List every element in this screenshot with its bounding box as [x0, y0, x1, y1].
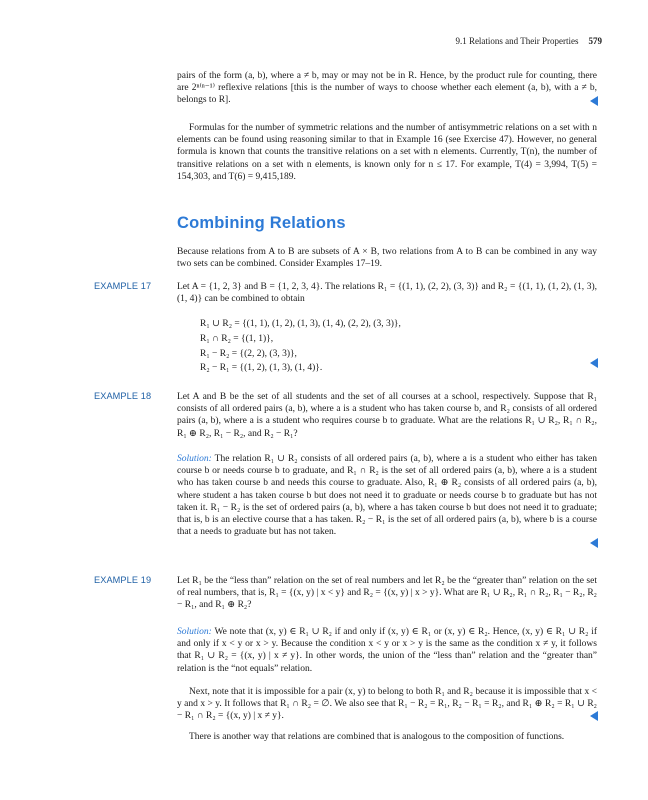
- end-marker-icon: [590, 711, 598, 721]
- running-header: [455, 36, 602, 46]
- example-17-text: Let A = {1, 2, 3} and B = {1, 2, 3, 4}. The relations R₁ = {(1, 1), (2, 2), (3, 3)} and R₂ = {(1, 1), (1, 2), (1, 3), (1, 4)} can be combined to obtain: [177, 282, 597, 305]
- equation-line: R₂ − R₁ = {(1, 2), (1, 3), (1, 4)}.: [200, 363, 323, 374]
- example-19-solution: [177, 626, 597, 675]
- equation-line: R₁ ∪ R₂ = {(1, 1), (1, 2), (1, 3), (1, 4), (2, 2), (3, 3)},: [200, 319, 401, 329]
- solution-text: The relation R₁ ∪ R₂ consists of all ordered pairs (a, b), where a is a student who either has taken course b or needs course b to graduate, and R₁ ∩ R₂ is the set of all ordered pairs (a, b), where a is a student who has taken course b and needs this course to graduate. Also, R₁ ⊕ R₂ consists of all ordered pairs (a, b), where student a has taken course b but does not need it to graduate or needs course b to graduate but has not taken it. R₁ − R₂ is the set of ordered pairs (a, b), where a has taken course b but does not need it to graduate; that is, b is an elective course that a has taken. R₂ − R₁ is the set of all ordered pairs (a, b), where b is a course that a needs to graduate but has not taken.: [177, 454, 597, 538]
- header-section-title: 9.1 Relations and Their Properties: [455, 36, 579, 46]
- equation-line: R₁ − R₂ = {(2, 2), (3, 3)},: [200, 348, 297, 359]
- header-page-number: 579: [588, 36, 602, 46]
- end-marker-icon: [590, 358, 598, 368]
- example-18-label: EXAMPLE 18: [94, 391, 152, 401]
- intro-paragraph: pairs of the form (a, b), where a ≠ b, may or may not be in R. Hence, by the product rule for counting, there are 2ⁿ⁽ⁿ⁻¹⁾ reflexive relations [this is the number of ways to choose whether each element (a, b), with a ≠ b, belongs to R].: [177, 71, 597, 106]
- example-17-equations: [200, 317, 401, 376]
- closing-paragraph: There is another way that relations are combined that is analogous to the composition of functions.: [189, 732, 565, 742]
- example-19-label: EXAMPLE 19: [94, 575, 152, 585]
- solution-label: Solution:: [177, 627, 212, 637]
- example-18-solution: [177, 453, 597, 538]
- end-marker-icon: [590, 96, 598, 106]
- formulas-paragraph: Formulas for the number of symmetric relations and the number of antisymmetric relations on a set with n elements can be found using reasoning similar to that in Example 16 (see Exercise 47). However, no general formula is known that counts the transitive relations on a set with n elements. Currently, T(n), the number of transitive relations on a set with n elements, is known only for n ≤ 17. For example, T(4) = 3,994, T(5) = 154,303, and T(6) = 9,415,189.: [177, 123, 597, 182]
- section-intro: Because relations from A to B are subsets of A × B, two relations from A to B can be combined in any way two sets can be combined. Consider Examples 17–19.: [177, 247, 597, 270]
- example-17-label: EXAMPLE 17: [94, 281, 152, 291]
- end-marker-icon: [590, 538, 598, 548]
- example-19-solution-continued: Next, note that it is impossible for a pair (x, y) to belong to both R₁ and R₂ because it is impossible that x < y and x > y. It follows that R₁ ∩ R₂ = ∅. We also see that R₁ − R₂ = R₁, R₂ − R₁ = R₂, and R₁ ⊕ R₂ = R₁ ∪ R₂ − R₁ ∩ R₂ = {(x, y) | x ≠ y}.: [177, 687, 597, 722]
- equation-line: R₁ ∩ R₂ = {(1, 1)},: [200, 333, 274, 344]
- example-19-text: Let R₁ be the “less than” relation on the set of real numbers and let R₂ be the “greater than” relation on the set of real numbers, that is, R₁ = {(x, y) | x < y} and R₂ = {(x, y) | x > y}. What are R₁ ∪ R₂, R₁ ∩ R₂, R₁ − R₂, R₂ − R₁, and R₁ ⊕ R₂?: [177, 576, 597, 611]
- solution-text: We note that (x, y) ∈ R₁ ∪ R₂ if and only if (x, y) ∈ R₁ or (x, y) ∈ R₂. Hence, (x, y) ∈ R₁ ∪ R₂ if and only if x < y or x > y. Because the condition x < y or x > y is the same as the condition x ≠ y, it follows that R₁ ∪ R₂ = {(x, y) | x ≠ y}. In other words, the union of the “less than” relation and the “greater than” relation is the “not equals” relation.: [177, 627, 597, 674]
- example-18-text: Let A and B be the set of all students and the set of all courses at a school, respectively. Suppose that R₁ consists of all ordered pairs (a, b), where a is a student who has taken course b, and R₂ consists of all ordered pairs (a, b), where a is a student who requires course b to graduate. What are the relations R₁ ∪ R₂, R₁ ∩ R₂, R₁ ⊕ R₂, R₁ − R₂, and R₂ − R₁?: [177, 392, 597, 439]
- section-title: Combining Relations: [177, 214, 346, 232]
- solution-label: Solution:: [177, 454, 212, 464]
